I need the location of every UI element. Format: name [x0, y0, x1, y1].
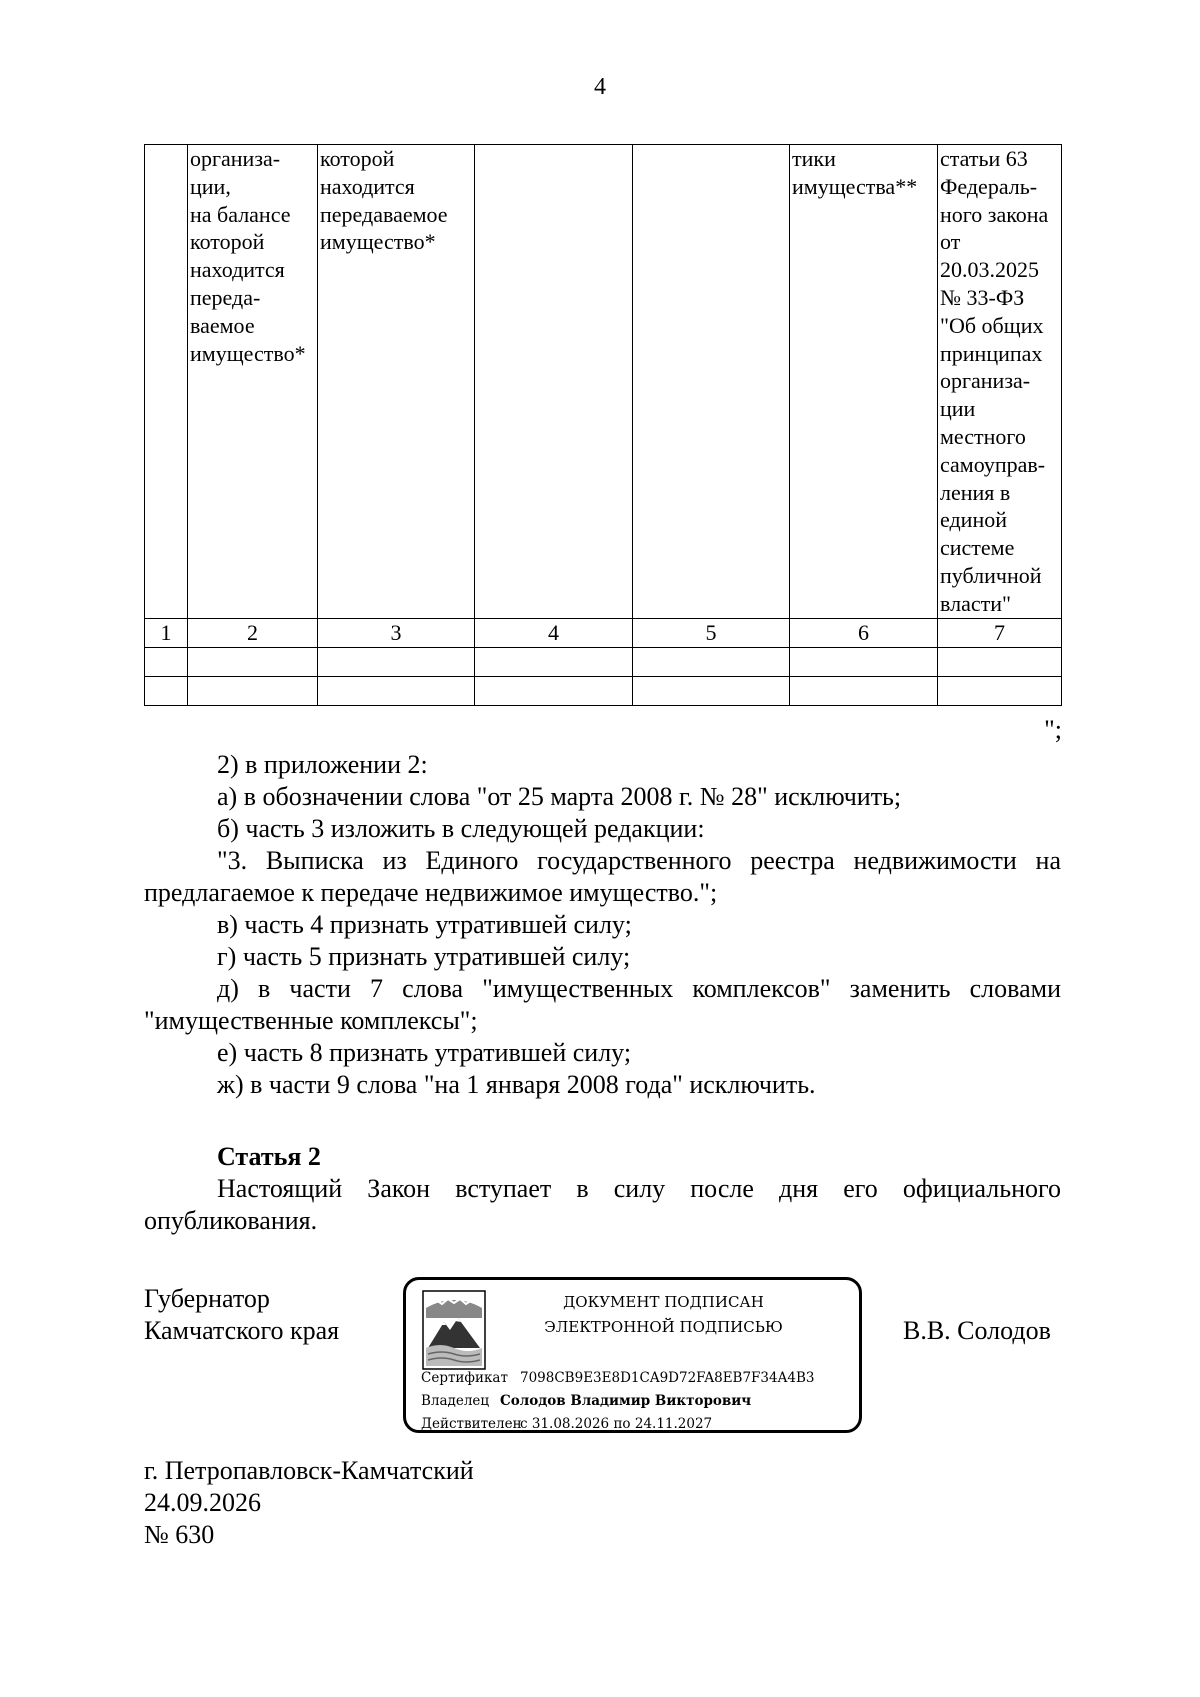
amendment-e: е) часть 8 признать утратившей силу; [217, 1038, 632, 1067]
column-number: 1 [145, 619, 188, 648]
column-number-row [145, 619, 1062, 648]
header-cell-4 [475, 145, 633, 619]
empty-cell [790, 648, 938, 677]
header-cell-1 [145, 145, 188, 619]
amendment-d-line-2: "имущественные комплексы"; [144, 1006, 478, 1035]
signatory-position-line-2: Камчатского края [144, 1316, 340, 1345]
owner-label: Владелец [421, 1393, 490, 1409]
stamp-validity-row [421, 1416, 712, 1432]
stamp-certificate-row [421, 1370, 814, 1386]
empty-cell [938, 677, 1062, 706]
stamp-title-line-2: ЭЛЕКТРОННОЙ ПОДПИСЬЮ [544, 1318, 783, 1336]
part3-line-2: предлагаемое к передаче недвижимое имущество."; [144, 878, 718, 907]
column-number: 4 [475, 619, 633, 648]
article-2-text-line-1: Настоящий Закон вступает в силу после дня его официального [217, 1174, 1061, 1203]
table-row [145, 648, 1062, 677]
document-date: 24.09.2026 [144, 1488, 261, 1517]
empty-cell [633, 648, 790, 677]
empty-cell [188, 648, 318, 677]
header-cell-7: статьи 63 Федераль- ного закона от 20.03.2025 № 33-ФЗ "Об общих принципах организа- ции местного самоуправ- ления в единой системе публичной власти" [938, 145, 1062, 619]
closing-quote: "; [1044, 715, 1062, 744]
empty-cell [475, 677, 633, 706]
column-number: 5 [633, 619, 790, 648]
empty-cell [318, 677, 475, 706]
empty-cell [145, 648, 188, 677]
article-2-heading: Статья 2 [217, 1142, 321, 1171]
column-number: 6 [790, 619, 938, 648]
empty-cell [790, 677, 938, 706]
stamp-owner-row [421, 1393, 751, 1409]
empty-cell [938, 648, 1062, 677]
stamp-title-line-1: ДОКУМЕНТ ПОДПИСАН [563, 1293, 764, 1311]
property-table [144, 144, 1062, 706]
empty-cell [318, 648, 475, 677]
column-number: 2 [188, 619, 318, 648]
city-line: г. Петропавловск-Камчатский [144, 1456, 474, 1485]
validity-label: Действителен [421, 1416, 522, 1432]
part3-line-1: "3. Выписка из Единого государственного реестра недвижимости на [217, 846, 1061, 875]
amendment-zh: ж) в части 9 слова "на 1 января 2008 года" исключить. [217, 1070, 816, 1099]
signatory-position-line-1: Губернатор [144, 1284, 270, 1313]
owner-value: Солодов Владимир Викторович [500, 1393, 752, 1409]
table-row [145, 677, 1062, 706]
amendment-g: г) часть 5 признать утратившей силу; [217, 942, 631, 971]
column-number: 7 [938, 619, 1062, 648]
amendment-d-line-1: д) в части 7 слова "имущественных комплексов" заменить словами [217, 974, 1061, 1003]
signatory-name: В.В. Солодов [903, 1316, 1051, 1345]
table-header-row [145, 145, 1062, 619]
empty-cell [475, 648, 633, 677]
amendment-v: в) часть 4 признать утратившей силу; [217, 910, 632, 939]
header-cell-6: тики имущества** [790, 145, 938, 619]
electronic-signature-stamp [403, 1277, 862, 1433]
certificate-label: Сертификат [421, 1370, 508, 1386]
column-number: 3 [318, 619, 475, 648]
certificate-value: 7098CB9E3E8D1CA9D72FA8EB7F34A4B3 [520, 1370, 815, 1386]
amendment-item-2: 2) в приложении 2: [217, 750, 428, 779]
empty-cell [188, 677, 318, 706]
empty-cell [145, 677, 188, 706]
document-number: № 630 [144, 1520, 215, 1549]
empty-cell [633, 677, 790, 706]
article-2-text-line-2: опубликования. [144, 1206, 318, 1235]
amendment-b: б) часть 3 изложить в следующей редакции: [217, 814, 705, 843]
page-number: 4 [594, 74, 606, 100]
kamchatka-emblem-icon [422, 1290, 486, 1370]
header-cell-5 [633, 145, 790, 619]
stamp-title [496, 1290, 831, 1340]
header-cell-2: организа- ции, на балансе которой находится переда- ваемое имущество* [188, 145, 318, 619]
validity-value: с 31.08.2026 по 24.11.2027 [520, 1416, 713, 1432]
header-cell-3: которой находится передаваемое имущество* [318, 145, 475, 619]
amendment-a: а) в обозначении слова "от 25 марта 2008 г. № 28" исключить; [217, 782, 902, 811]
